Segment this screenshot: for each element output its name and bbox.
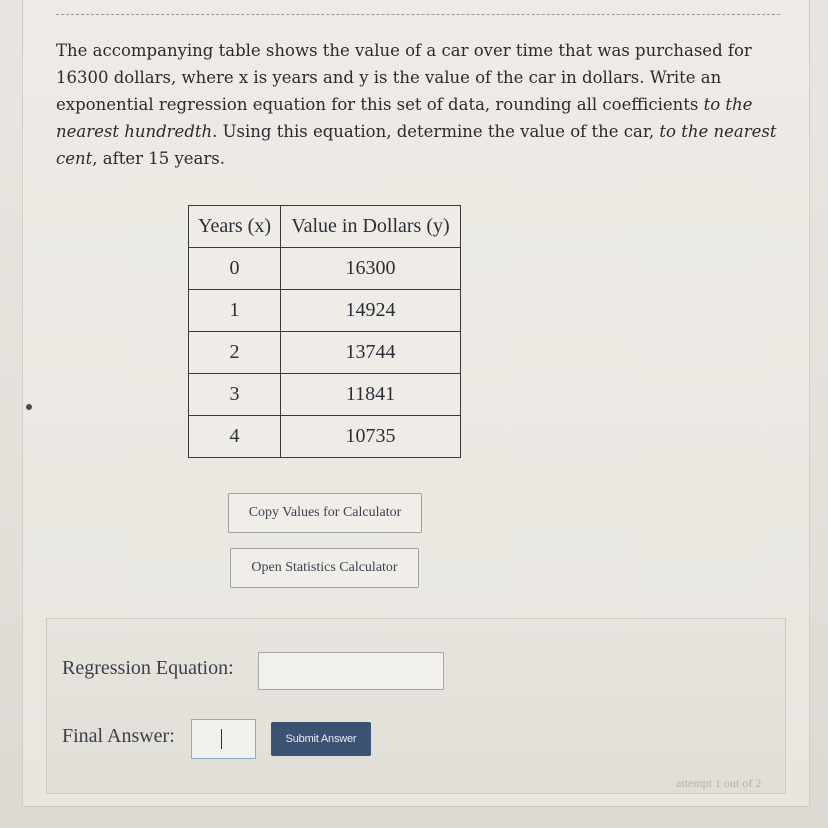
cell-value: 14924 (281, 290, 461, 332)
question-text (56, 37, 788, 172)
table-header-row (189, 206, 461, 248)
answer-panel (46, 618, 786, 794)
table-row (189, 290, 461, 332)
question-part: . Using this equation, determine the value of the car, (212, 122, 660, 141)
question-emphasis: to the nearest hundredth (56, 95, 753, 141)
final-answer-input[interactable] (191, 719, 256, 759)
final-answer-label: Final Answer: (62, 725, 175, 747)
text-caret (221, 729, 222, 749)
open-statistics-calculator-button[interactable]: Open Statistics Calculator (230, 548, 419, 588)
cell-value: 13744 (281, 332, 461, 374)
question-emphasis: to the nearest cent (56, 122, 777, 168)
table-row (189, 416, 461, 458)
regression-equation-label: Regression Equation: (62, 657, 234, 679)
question-part: , after 15 years. (92, 149, 225, 168)
cell-years: 0 (189, 248, 281, 290)
header-years: Years (x) (189, 206, 281, 248)
cell-value: 10735 (281, 416, 461, 458)
regression-equation-input[interactable] (258, 652, 444, 690)
cell-years: 2 (189, 332, 281, 374)
table-row (189, 374, 461, 416)
table-row (189, 332, 461, 374)
cell-value: 16300 (281, 248, 461, 290)
cell-years: 4 (189, 416, 281, 458)
cell-value: 11841 (281, 374, 461, 416)
table-row (189, 248, 461, 290)
data-table (188, 205, 461, 458)
cell-years: 3 (189, 374, 281, 416)
cell-years: 1 (189, 290, 281, 332)
header-value: Value in Dollars (y) (281, 206, 461, 248)
question-part: The accompanying table shows the value of a car over time that was purchased for 16300 dollars, where x is years and y is the value of the car in dollars. Write an exponential regression equation for this set of data, rounding all coefficients (56, 41, 752, 114)
copy-values-button[interactable]: Copy Values for Calculator (228, 493, 422, 533)
cursor-dot (26, 404, 32, 410)
divider (56, 14, 780, 15)
submit-answer-button[interactable]: Submit Answer (271, 722, 371, 756)
attempt-counter: attempt 1 out of 2 (676, 776, 762, 790)
